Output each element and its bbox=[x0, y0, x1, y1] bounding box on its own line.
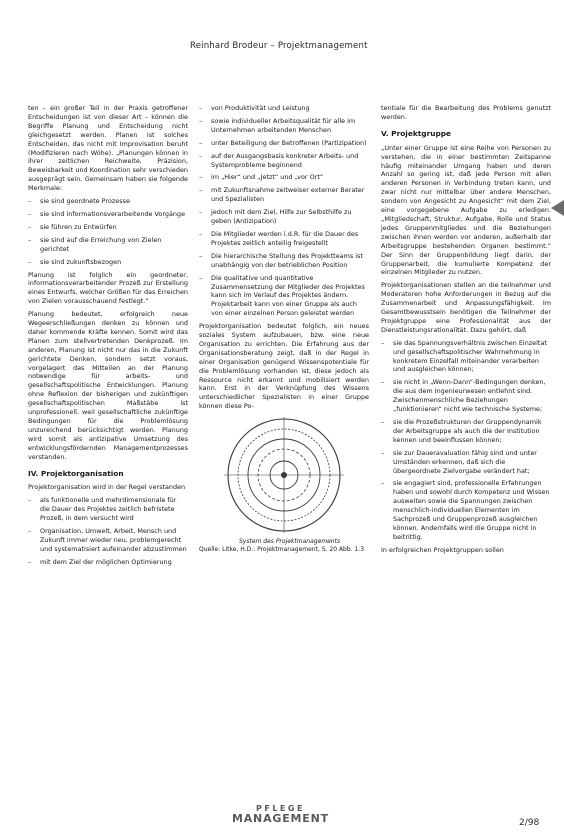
list-item: – mit Zukunftsnahme zeitweiser externer Berater und Spezialisten bbox=[199, 186, 369, 204]
list-item: – sie sind informationsverarbeitende Vorgänge bbox=[28, 210, 188, 219]
section-heading-projektgruppe: V. Projektgruppe bbox=[381, 128, 452, 138]
column-1 bbox=[28, 104, 188, 571]
section-heading-projektorganisation: IV. Projektorganisation bbox=[28, 468, 124, 478]
list-item: – Organisation, Umwelt, Arbeit, Mensch und Zukunft immer wieder neu, problemgerecht und systematisiert aufeinander abzustimmen bbox=[28, 527, 188, 554]
column-2 bbox=[199, 104, 369, 554]
col1-paragraph-1: ten – ein großer Teil in der Praxis getroffener Entscheidungen ist von dieser Art – können die Begriffe Planung und Entscheidung nicht gleichgesetzt werden. Planen ist solches Entscheiden, das nicht mit Improvisation beruht (Modifizieren nach Wöhe). „Planungen können in ihrer zeitlichen Reichweite, Präzision, Beweisbarkeit und Koordination sehr verschieden ausgeprägt sein. Gemeinsam haben sie folgende Merkmale: bbox=[28, 104, 188, 193]
list-item: – als funktionelle und mehrdimensionale für die Dauer des Projektes zeitlich befristete Prozeß, in dem versucht wird bbox=[28, 496, 188, 523]
running-head: Reinhard Brodeur – Projektmanagement bbox=[190, 41, 368, 51]
figure-project-management-system bbox=[199, 415, 369, 536]
list-item: – sie führen zu Entwürfen bbox=[28, 223, 188, 232]
col3-paragraph-3: Projektorganisationen stellen an die teilnehmer und Moderatoren hohe Anforderungen in Bezug auf die Zusammenarbeit und Anpassungsfähigkeit. Im Gesamtbewusstsein benötigen die Teilnehmer der Projektgruppe eine Professionalität aus der Dienstleistungsrationalität. Dazu gehört, daß bbox=[381, 281, 551, 334]
logo-line-1: PFLEGE bbox=[255, 804, 305, 813]
list-item: – sie engagiert sind, professionelle Erfahrungen haben und sowohl durch Kompetenz und Wissen ausweiten sowie die Spannungen zwischen menschlich-individuellen Elementen im Sachprozeß und Gruppenprozeß ausgleichen können. Andernfalls wird die Gruppe nicht in beitrittig. bbox=[381, 479, 551, 541]
figure-caption-source: Quelle: Litke, H.D.: Projektmanagement, S. 20 Abb. 1.3 bbox=[199, 546, 365, 554]
list-item: – Die qualitative und quantitative Zusammensetzung der Mitglieder des Projektes kann sich im Verlauf des Projektes ändern. Projektarbeit kann von einer Gruppe als auch von einer einzelnen Person geleistet werden bbox=[199, 274, 369, 319]
list-item: – sie zur Daueravaluation fähig sind und unter Umständen erkennen, daß sich die übergeordnete Zielvorgabe verändert hat; bbox=[381, 449, 551, 476]
journal-logo bbox=[232, 805, 329, 824]
list-item: – auf der Ausgangsbasis konkreter Arbeits- und Systemprobleme beginnend bbox=[199, 152, 369, 170]
list-item: – Die hierarchische Stellung des Projektteams ist unabhängig von der betrieblichen Position bbox=[199, 252, 369, 270]
list-item: – sie sind geordnete Prozesse bbox=[28, 197, 188, 206]
column-3 bbox=[381, 104, 551, 559]
logo-line-2: MANAGEMENT bbox=[232, 812, 329, 825]
list-item: – jedoch mit dem Ziel, Hilfe zur Selbsthilfe zu geben (Antizipation) bbox=[199, 208, 369, 226]
col3-paragraph-2: „Unter einer Gruppe ist eine Reihe von Personen zu verstehen, die in einer bestimmten Zeitspanne häufig miteinander Umgang haben und deren Anzahl so gering ist, daß jede Person mit allen anderen Personen in Verbindung treten kann, und zwar nicht nur mittelbar über andere Menschen, sondern von Angesicht zu Angesicht“ mit dem Ziel, eine vorgegebene Aufgabe zu erledigen. „Mitgliedschaft, Struktur, Aufgabe, Rolle und Status jedes Gruppenmitgliedes und die Beziehungen zwischen ihnen werden vor anderen, außerhalb der Arbeitsgruppe bestehenden Organen bestimmt.“ Der Sinn der Gruppenbildung liegt darin, der Gruppenarbeit, die kumulierte Kompetenz der einzelnen Mitglieder zu nutzen. bbox=[381, 143, 551, 277]
col3-list-1 bbox=[381, 339, 551, 542]
col1-paragraph-3: Planung bedeutet, erfolgreich neue Wegeerschließungen denken zu können und daher kommende Kräfte kennen. Somit wird das Planen zum stellvertretenden Denkprozeß. Im anderen, Planung ist nicht nur das in die Zukunft gerichtete Denken, sondern setzt voraus, vorgelagert das Mitteilen an der Planung notwendige für arbeits- und gesellschaftspolitische Entwicklungen. Planung ohne Reflexion der bisherigen und zukünftigen gesellschaftspolitischen Maßstäbe ist unprofessionell, weil gesellschaftliche zukünftige Bedingungen für die Problemlösung unzureichend berücksichtigt werden. Planung wird somit als antizipative Umsetzung des entwicklungsfördernden Managementprozesses verstanden. bbox=[28, 310, 188, 461]
figure-caption bbox=[199, 538, 369, 554]
col1-list-1 bbox=[28, 197, 188, 266]
col2-paragraph-1: Projektorganisation bedeutet folglich, ein neues soziales System aufzubauen, bzw. eine neue Organisation zu errichten. Die Erfahrung aus der Organisationsberatung zeigt, daß in der Regel in einer Organisation genügend Wissenspotentiale für die Problemlösung vorhanden ist, diese jedoch als Ressource nicht erkannt und mobilisiert werden kann. Erst in der Verknüpfung des Wissens unterschiedlicher Spezialisten in einer Gruppe können diese Po- bbox=[199, 322, 369, 411]
list-item: – sie nicht in „Wenn-Dann“-Bedingungen denken, die aus dem Ingenieurwesen entlehnt sind. Zwischenmenschliche Beziehungen „funktionieren“ nicht wie technische Systeme; bbox=[381, 378, 551, 414]
col3-paragraph-1: tentiale für die Bearbeitung des Problems genutzt werden. bbox=[381, 104, 551, 121]
list-item: – sowie individueller Arbeitsqualität für alle im Unternehmen arbeitenden Menschen bbox=[199, 117, 369, 135]
list-item: – sie das Spannungsverhältnis zwischen Einzeltat und gesellschaftspolitischer Wahrnehmung in konkretem Einzelfall miteinander verarbeiten und ausgleichen können; bbox=[381, 339, 551, 375]
col1-list-2 bbox=[28, 496, 188, 566]
page-marker-arrow-icon bbox=[551, 200, 564, 216]
page-number: 2/98 bbox=[519, 818, 540, 828]
col1-paragraph-4: Projektorganisation wird in der Regel verstanden bbox=[28, 483, 186, 492]
list-item: – von Produktivität und Leistung bbox=[199, 104, 369, 113]
list-item: – sie die Prozeßstrukturen der Gruppendynamik der Arbeitsgruppe als auch die der Institution kennen und beeinflussen können; bbox=[381, 418, 551, 445]
concentric-rings-diagram bbox=[199, 415, 369, 533]
list-item: – sie sind zukunftsbezogen bbox=[28, 258, 188, 267]
col2-list-1 bbox=[199, 104, 369, 318]
list-item: – sie sind auf die Erreichung von Zielen gerichtet bbox=[28, 236, 188, 254]
list-item: – unter Beteiligung der Betroffenen (Partizipation) bbox=[199, 139, 369, 148]
list-item: – im „Hier“ und „Jetzt“ und „vor Ort“ bbox=[199, 173, 369, 182]
list-item: – mit dem Ziel der möglichen Optimierung bbox=[28, 558, 188, 567]
col3-paragraph-4: In erfolgreichen Projektgruppen sollen bbox=[381, 545, 504, 554]
col1-paragraph-2: Planung ist folglich ein geordneter, informationsverarbeitender Prozeß zur Erstellung eines Entwurfs, welcher Größen für das Erreichen von Zielen vorausschauend festlegt.“ bbox=[28, 270, 188, 306]
center-dot bbox=[281, 472, 287, 478]
list-item: – Die Mitglieder werden i.d.R. für die Dauer des Projektes zeitlich anteilig freigestellt bbox=[199, 230, 369, 248]
figure-caption-title: System des Projektmanagements bbox=[239, 538, 341, 546]
